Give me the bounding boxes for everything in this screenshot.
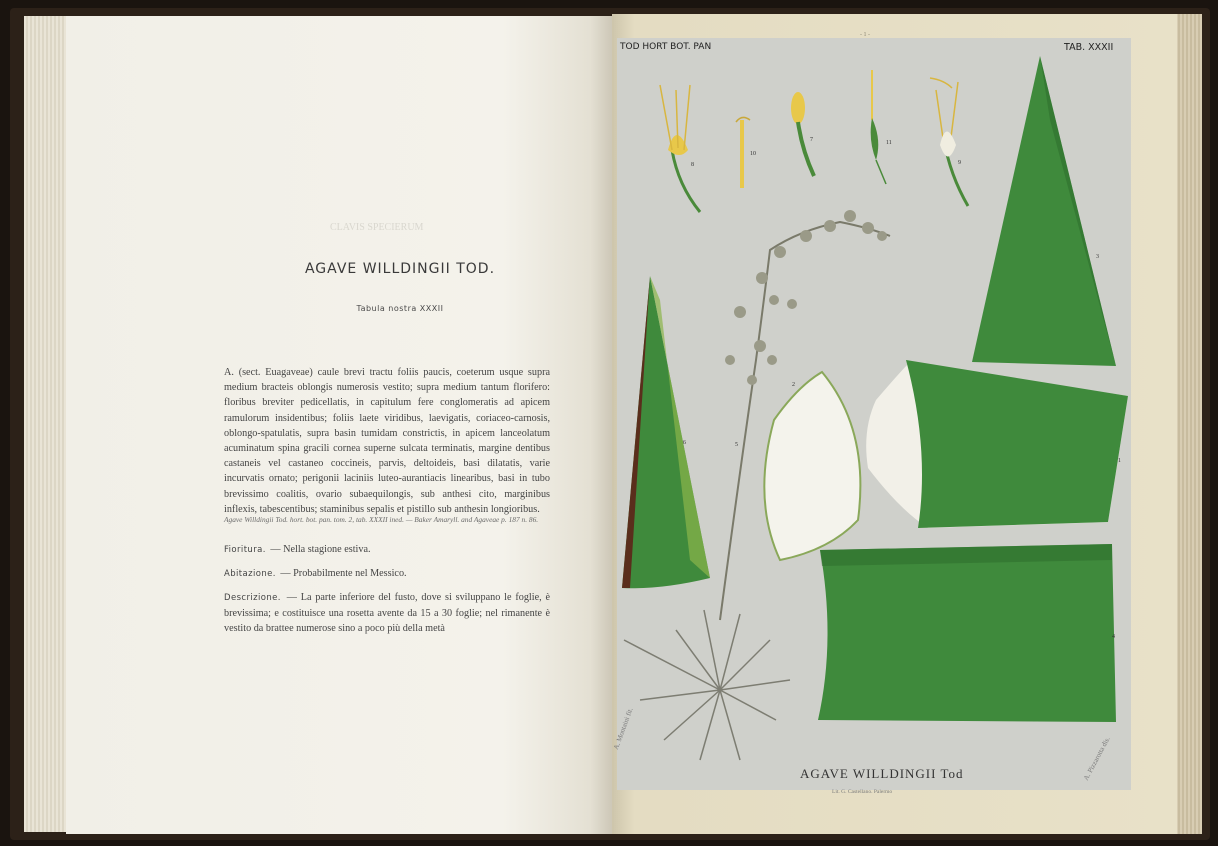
plate-title: AGAVE WILLDINGII Tod (800, 766, 964, 781)
page-marker: - 1 - (860, 32, 870, 38)
ghost-heading: CLAVIS SPECIERUM (330, 222, 424, 233)
leaf-6 (622, 276, 710, 588)
latin-description: A. (sect. Euagaveae) caule brevi tractu foliis paucis, coeterum usque supra medium bracteis oblongis numerosis vestito; supra medium tantum florifero: floribus breviter pedicellatis, in capitulum fere conglomeratis ad apicem ramulorum insidentibus; foliis laete viridibus, laevigatis, coriaceo-carnosis, oblongo-spatulatis, supra basin tumidam constrictis, in apicem lanceolatum acuminatum spina gracili cornea superne sulcata terminatis, margine dentibus castaneis vel castaneo coccineis, parvis, deltoideis, basi dilatatis, varie incurvatis ornato; perigonii laciniis luteo-aurantiacis linearibus, basi in tubo brevissimo coalitis, ovario subaequilongis, sub anthesi cito, marginibus inflexis, tabescentibus; staminibus sepalis et pistillo sub anthesin longioribus. (224, 367, 550, 515)
page-title: AGAVE WILLDINGII TOD. (304, 261, 496, 277)
flower-detail-9 (930, 78, 968, 206)
fig-number-11: 11 (886, 140, 892, 146)
fig-number-8: 8 (691, 162, 694, 168)
descrizione-text: — La parte inferiore del fusto, dove si sviluppano le foglie, è brevissima; e costituisce una rosetta avente da 15 a 30 foglie; nel rimanente è vestito da brattee numerose sino a poco più della metà (224, 592, 550, 634)
flower-detail-8 (660, 85, 700, 212)
credit-right: A. Pizzarotta dis. (1082, 735, 1112, 782)
flower-detail-11 (871, 70, 886, 184)
plate-header-right: TAB. XXXII (1064, 42, 1114, 53)
fig-number-9: 9 (958, 160, 961, 166)
credit-left: A. Montaini fit. (612, 706, 635, 751)
plate-imprint: Lit. G. Castellano. Palermo (832, 789, 893, 795)
plate-header-left: TOD HORT BOT. PAN (620, 42, 712, 52)
fig-number-1: 1 (1118, 458, 1121, 464)
leaf-3 (972, 56, 1116, 366)
fig-number-3: 3 (1096, 254, 1099, 260)
fig-number-6: 6 (683, 440, 686, 446)
descrizione-label: Descrizione. (224, 593, 281, 603)
leaf-section-2 (764, 372, 860, 560)
fioritura-label: Fioritura. (224, 545, 266, 555)
fig-number-2: 2 (792, 382, 795, 388)
flower-detail-7 (791, 92, 814, 176)
leaf-piece-1 (866, 360, 1128, 528)
fig-number-4: 4 (1112, 634, 1115, 640)
rosette-sketch (624, 610, 790, 760)
page-subtitle: Tabula nostra XXXII (356, 304, 444, 313)
leaf-piece-4 (818, 544, 1116, 722)
fig-number-7: 7 (810, 137, 813, 143)
citation: Agave Willdingii Tod. hort. bot. pan. tom. 2, tab. XXXII ined. — Baker Amaryll. and Agaveae p. 187 n. 86. (224, 515, 539, 524)
fioritura-text: — Nella stagione estiva. (270, 544, 371, 555)
fig-number-10: 10 (750, 151, 756, 157)
flower-detail-10 (736, 117, 750, 188)
abitazione-text: — Probabilmente nel Messico. (280, 568, 407, 579)
abitazione-label: Abitazione. (224, 569, 276, 579)
fig-number-5: 5 (735, 442, 738, 448)
